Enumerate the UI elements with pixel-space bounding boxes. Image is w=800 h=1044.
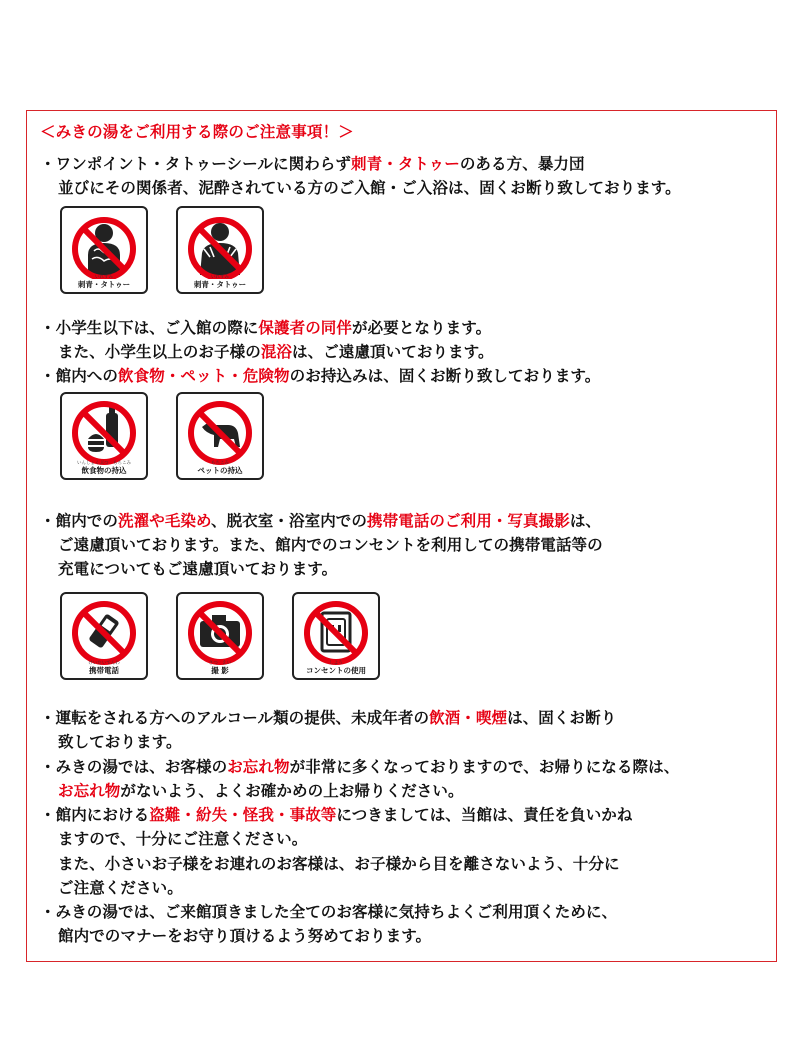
highlight-mixed-bathing: 混浴 <box>260 343 293 361</box>
tattoo-person-icon <box>70 211 138 279</box>
power-outlet-icon <box>302 597 370 665</box>
rule-children-line2: ご注意ください。 <box>58 879 183 897</box>
rule-lost-items-line2: お忘れ物がないよう、よくお確かめの上お帰りください。 <box>58 782 464 800</box>
sign-no-mobile-phone <box>60 592 148 680</box>
sign-ruby: けいたいでんわ <box>88 661 120 666</box>
sign-caption: ペットの持込 <box>197 466 243 475</box>
rule-laundry-phone-line1: ・館内での洗濯や毛染め、脱衣室・浴室内での携帯電話のご利用・写真撮影は、 <box>40 512 602 530</box>
sign-ruby: いれずみ <box>95 275 113 280</box>
rule-alcohol-line2: 致しております。 <box>58 733 182 751</box>
highlight-carry-in: 飲食物・ペット・危険物 <box>118 367 290 385</box>
highlight-drinking-smoking: 飲酒・喫煙 <box>429 709 508 727</box>
rule-manners-line1: ・みきの湯では、ご来館頂きました全てのお客様に気持ちよくご利用頂くために、 <box>40 903 618 921</box>
rule-theft-line2: ますので、十分にご注意ください。 <box>58 830 308 848</box>
rule-alcohol-line1: ・運転をされる方へのアルコール類の提供、未成年者の飲酒・喫煙は、固くお断り <box>40 709 617 727</box>
camera-icon <box>186 597 254 665</box>
sign-ruby: しよう <box>329 661 343 666</box>
sign-no-photography <box>176 592 264 680</box>
sign-caption: 飲食物の持込 <box>81 466 127 475</box>
highlight-lost-items-2: お忘れ物 <box>58 782 121 800</box>
highlight-tattoo: 刺青・タトゥー <box>351 155 460 173</box>
highlight-guardian: 保護者の同伴 <box>258 319 353 337</box>
sign-no-outlet-use <box>292 592 380 680</box>
rule-mixed-bathing-line: また、小学生以上のお子様の混浴は、ご遠慮頂いております。 <box>58 343 494 361</box>
highlight-phone-photo: 携帯電話のご利用・写真撮影 <box>367 512 570 530</box>
rule-laundry-phone-line3: 充電についてもご遠慮頂いております。 <box>58 560 338 578</box>
notice-title: ＜みきの湯をご利用する際のご注意事項！＞ <box>40 123 355 141</box>
tattoo-person-icon <box>186 211 254 279</box>
rule-guardian-line1: ・小学生以下は、ご入館の際に保護者の同伴が必要となります。 <box>40 319 492 337</box>
rule-laundry-phone-line2: ご遠慮頂いております。また、館内でのコンセントを利用しての携帯電話等の <box>58 536 603 554</box>
pet-dog-icon <box>186 397 254 465</box>
sign-no-tattoo-1 <box>60 206 148 294</box>
rule-carry-in-line: ・館内への飲食物・ペット・危険物のお持込みは、固くお断り致しております。 <box>40 367 601 385</box>
rule-manners-line2: 館内でのマナーをお守り頂けるよう努めております。 <box>58 927 432 945</box>
sign-caption: コンセントの使用 <box>306 666 366 675</box>
highlight-theft-loss: 盗難・紛失・怪我・事故等 <box>149 806 337 824</box>
sign-ruby: もちこみ <box>211 461 229 466</box>
sign-no-pets <box>176 392 264 480</box>
sign-no-food <box>60 392 148 480</box>
highlight-laundry-dye: 洗濯や毛染め <box>118 512 211 530</box>
sign-caption: 刺青・タトゥー <box>193 280 247 289</box>
rule-children-line1: また、小さいお子様をお連れのお客様は、お子様から目を離さないよう、十分に <box>58 855 620 873</box>
highlight-lost-items: お忘れ物 <box>227 758 290 776</box>
rule-tattoo-line2: 並びにその関係者、泥酔されている方のご入館・ご入浴は、固くお断り致しております。 <box>58 179 681 197</box>
sign-caption: 刺青・タトゥー <box>77 280 131 289</box>
food-drink-icon <box>70 397 138 465</box>
sign-ruby: さつ えい <box>208 661 232 666</box>
mobile-phone-icon <box>70 597 138 665</box>
sign-ruby: いんしょくぶつ もちこみ <box>77 461 131 466</box>
sign-no-tattoo-2 <box>176 206 264 294</box>
sign-caption: 撮 影 <box>211 666 229 675</box>
sign-caption: 携帯電話 <box>89 666 119 675</box>
rule-tattoo-line1: ・ワンポイント・タトゥーシールに関わらず刺青・タトゥーのある方、暴力団 <box>40 155 585 173</box>
sign-ruby: いれずみ <box>211 275 229 280</box>
rule-lost-items-line1: ・みきの湯では、お客様のお忘れ物が非常に多くなっておりますので、お帰りになる際は、 <box>40 758 680 776</box>
rule-theft-line1: ・館内における盗難・紛失・怪我・事故等につきましては、当館は、責任を負いかね <box>40 806 633 824</box>
